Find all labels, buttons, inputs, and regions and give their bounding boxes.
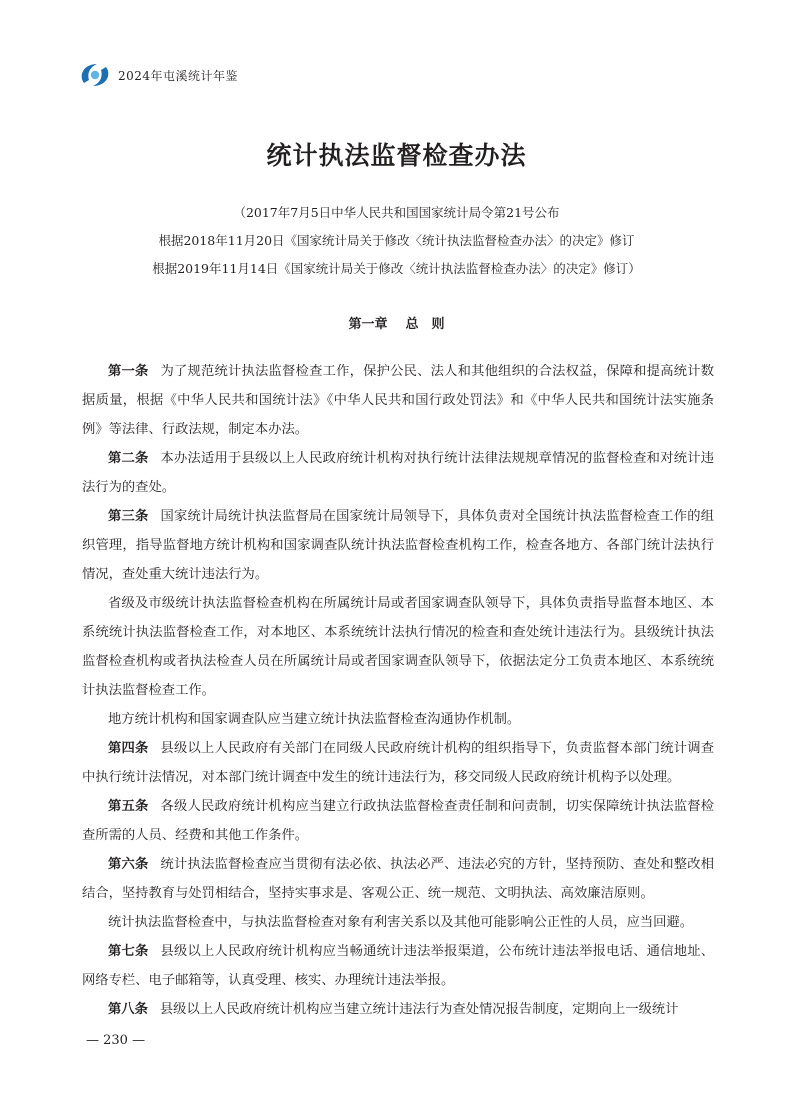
subtitle-line-1: （2017年7月5日中华人民共和国国家统计局令第21号公布 <box>233 205 560 220</box>
paragraph-text: 各级人民政府统计机构应当建立行政执法监督检查责任制和问责制，切实保障统计执法监督检查所需的人员、经费和其他工作条件。 <box>82 799 715 843</box>
article-label: 第一条 <box>108 364 149 379</box>
article-label: 第五条 <box>108 799 149 814</box>
paragraph-article-4 <box>82 734 714 792</box>
header-yearbook-title: 2024年屯溪统计年鉴 <box>118 68 239 83</box>
paragraph-article-3-cont-1 <box>82 589 714 705</box>
subtitle-line-2: 根据2018年11月20日《国家统计局关于修改〈统计执法监督检查办法〉的决定》修订 <box>158 233 635 248</box>
paragraph-text: 统计执法监督检查应当贯彻有法必依、执法必严、违法必究的方针，坚持预防、查处和整改相结合，坚持教育与处罚相结合，坚持实事求是、客观公正、统一规范、文明执法、高效廉洁原则。 <box>82 857 715 901</box>
paragraph-article-3 <box>82 502 714 589</box>
document-title: 统计执法监督检查办法 <box>266 141 527 170</box>
paragraph-article-1 <box>82 357 714 444</box>
article-label: 第六条 <box>108 857 149 872</box>
paragraph-article-7 <box>82 937 714 995</box>
article-label: 第二条 <box>108 451 149 466</box>
paragraph-text: 县级以上人民政府统计机构应当畅通统计违法举报渠道，公布统计违法举报电话、通信地址、网络专栏、电子邮箱等，认真受理、核实、办理统计违法举报。 <box>82 944 715 988</box>
chapter-number: 第一章 <box>348 317 388 332</box>
chapter-heading <box>0 313 793 332</box>
running-header <box>78 60 238 90</box>
paragraph-text: 县级以上人民政府有关部门在同级人民政府统计机构的组织指导下，负责监督本部门统计调查中执行统计法情况，对本部门统计调查中发生的统计违法行为，移交同级人民政府统计机构予以处理。 <box>82 741 715 785</box>
article-label: 第四条 <box>108 741 149 756</box>
paragraph-article-8 <box>82 995 714 1024</box>
paragraph-article-6-cont <box>82 908 714 937</box>
paragraph-text: 地方统计机构和国家调查队应当建立统计执法监督检查沟通协作机制。 <box>108 712 521 727</box>
subtitle-line-3: 根据2019年11月14日《国家统计局关于修改〈统计执法监督检查办法〉的决定》修订） <box>152 261 641 276</box>
paragraph-text: 县级以上人民政府统计机构应当建立统计违法行为查处情况报告制度，定期向上一级统计 <box>159 1002 679 1017</box>
paragraph-article-3-cont-2 <box>82 705 714 734</box>
chapter-name: 总 则 <box>405 317 445 332</box>
page-number: — 230 — <box>86 1033 146 1048</box>
paragraph-text: 为了规范统计执法监督检查工作，保护公民、法人和其他组织的合法权益，保障和提高统计数据质量，根据《中华人民共和国统计法》《中华人民共和国行政处罚法》和《中华人民共和国统计法实施条例》等法律、行政法规，制定本办法。 <box>82 364 715 437</box>
paragraph-text: 国家统计局统计执法监督局在国家统计局领导下，具体负责对全国统计执法监督检查工作的组织管理，指导监督地方统计机构和国家调查队统计执法监督检查机构工作，检查各地方、各部门统计法执行情况，查处重大统计违法行为。 <box>82 509 715 582</box>
tunxi-statistics-logo-icon <box>78 61 112 89</box>
article-label: 第八条 <box>108 1002 148 1017</box>
paragraph-article-6 <box>82 850 714 908</box>
article-label: 第三条 <box>108 509 149 524</box>
paragraph-text: 统计执法监督检查中，与执法监督检查对象有利害关系以及其他可能影响公正性的人员，应当回避。 <box>108 915 694 930</box>
paragraph-article-2 <box>82 444 714 502</box>
paragraph-text: 本办法适用于县级以上人民政府统计机构对执行统计法律法规规章情况的监督检查和对统计违法行为的查处。 <box>82 451 715 495</box>
paragraph-article-5 <box>82 792 714 850</box>
document-body <box>82 357 714 1024</box>
paragraph-text: 省级及市级统计执法监督检查机构在所属统计局或者国家调查队领导下，具体负责指导监督本地区、本系统统计执法监督检查工作，对本地区、本系统统计法执行情况的检查和查处统计违法行为。县级统计执法监督检查机构或者执法检查人员在所属统计局或者国家调查队领导下，依据法定分工负责本地区、本系统统计执法监督检查工作。 <box>82 596 714 698</box>
article-label: 第七条 <box>108 944 149 959</box>
